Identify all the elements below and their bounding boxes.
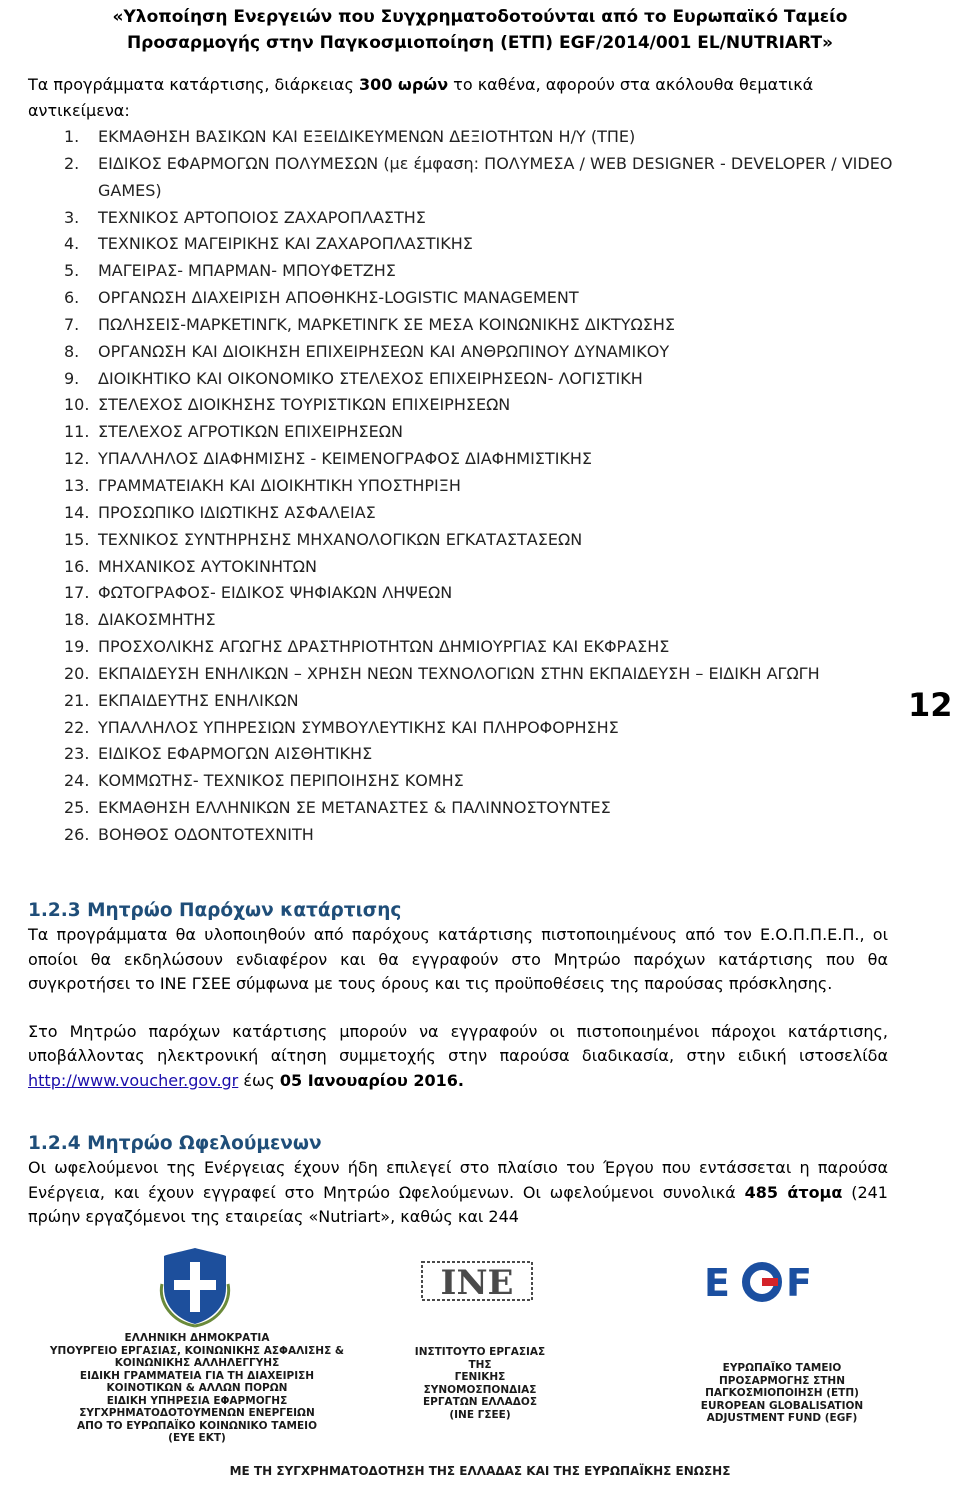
logo-line: ΕΙΔΙΚΗ ΓΡΑΜΜΑΤΕΙΑ ΓΙΑ ΤΗ ΔΙΑΧΕΙΡΙΣΗ: [79, 1369, 315, 1382]
program-list-item: [64, 124, 894, 151]
program-title: ΣΤΕΛΕΧΟΣ ΑΓΡΟΤΙΚΩΝ ΕΠΙΧΕΙΡΗΣΕΩΝ: [98, 422, 403, 442]
logo-line: ADJUSTMENT FUND (EGF): [706, 1412, 858, 1424]
paragraph-text: έως: [238, 1070, 280, 1090]
program-list-item: [64, 795, 894, 822]
program-number: 3.: [64, 207, 80, 227]
program-list: [64, 124, 894, 849]
program-list-item: [64, 527, 894, 554]
logo-line: ΠΑΓΚΟΣΜΙΟΠΟΙΗΣΗ (ΕΤΠ): [705, 1387, 859, 1399]
deadline-date: 05 Ιανουαρίου 2016.: [279, 1070, 465, 1090]
program-list-item: [64, 580, 894, 607]
egf-logo-text: [682, 1362, 882, 1425]
program-list-item: [64, 312, 894, 339]
voucher-website-link[interactable]: http://www.voucher.gov.gr: [28, 1070, 239, 1090]
program-number: 22.: [64, 717, 90, 737]
cofinancing-statement: ΜΕ ΤΗ ΣΥΓΧΡΗΜΑΤΟΔΟΤΗΣΗ ΤΗΣ ΕΛΛΑΔΑΣ ΚΑΙ ΤΗΣ ΕΥΡΩΠΑΪΚΗΣ ΕΝΩΣΗΣ: [229, 1464, 731, 1478]
program-list-item: [64, 661, 894, 688]
program-title: ΠΡΟΣΧΟΛΙΚΗΣ ΑΓΩΓΗΣ ΔΡΑΣΤΗΡΙΟΤΗΤΩΝ ΔΗΜΙΟΥΡΓΙΑΣ ΚΑΙ ΕΚΦΡΑΣΗΣ: [98, 637, 670, 657]
program-list-item: [64, 768, 894, 795]
section-training-providers: [28, 898, 888, 1093]
program-title: ΥΠΑΛΛΗΛΟΣ ΥΠΗΡΕΣΙΩΝ ΣΥΜΒΟΥΛΕΥΤΙΚΗΣ ΚΑΙ ΠΛΗΡΟΦΟΡΗΣΗΣ: [98, 717, 619, 737]
program-title: ΤΕΧΝΙΚΟΣ ΣΥΝΤΗΡΗΣΗΣ ΜΗΧΑΝΟΛΟΓΙΚΩΝ ΕΓΚΑΤΑΣΤΑΣΕΩΝ: [98, 529, 583, 549]
greek-coat-of-arms-icon: [158, 1244, 232, 1328]
program-title: ΣΤΕΛΕΧΟΣ ΔΙΟΙΚΗΣΗΣ ΤΟΥΡΙΣΤΙΚΩΝ ΕΠΙΧΕΙΡΗΣΕΩΝ: [98, 395, 511, 415]
program-number: 26.: [64, 824, 90, 844]
program-list-item: [64, 366, 894, 393]
program-title: ΕΚΜΑΘΗΣΗ ΒΑΣΙΚΩΝ ΚΑΙ ΕΞΕΙΔΙΚΕΥΜΕΝΩΝ ΔΕΞΙΟΤΗΤΩΝ Η/Υ (ΤΠΕ): [98, 127, 636, 146]
program-number: 6.: [64, 288, 80, 308]
section-beneficiaries: [28, 1131, 888, 1230]
program-title: ΕΙΔΙΚΟΣ ΕΦΑΡΜΟΓΩΝ ΠΟΛΥΜΕΣΩΝ (με έμφαση: ΠΟΛΥΜΕΣΑ / WEB DESIGNER - DEVELOPER / VIDEO GAMES): [98, 153, 893, 200]
intro-text-before: Τα προγράμματα κατάρτισης, διάρκειας: [28, 75, 359, 94]
program-list-item: [64, 715, 894, 742]
program-title: ΔΙΑΚΟΣΜΗΤΗΣ: [98, 610, 216, 630]
section-paragraph: [28, 1020, 888, 1094]
paragraph-text: (241 πρώην εργαζόμενοι της εταιρείας «Nutriart», καθώς και 244: [28, 1182, 888, 1226]
footer-logos: [0, 1238, 960, 1494]
program-title: ΕΙΔΙΚΟΣ ΕΦΑΡΜΟΓΩΝ ΑΙΣΘΗΤΙΚΗΣ: [98, 744, 373, 764]
ministry-logo-text: [32, 1332, 362, 1445]
program-number: 16.: [64, 556, 90, 576]
intro-paragraph: [28, 72, 888, 124]
paragraph-text: Στο Μητρώο παρόχων κατάρτισης μπορούν να εγγραφούν οι πιστοποιημένοι πάροχοι κατάρτισης, υποβάλλοντας ηλεκτρονική αίτηση συμμετοχής στην παρούσα διαδικασία, στην ειδική ιστοσελίδα: [28, 1021, 888, 1065]
logo-line: ΠΡΟΣΑΡΜΟΓΗΣ ΣΤΗΝ: [719, 1374, 845, 1387]
logo-line: ΓΕΝΙΚΗΣ: [454, 1371, 506, 1383]
program-number: 12.: [64, 449, 90, 469]
program-number: 1.: [64, 127, 80, 146]
program-number: 23.: [64, 744, 90, 764]
logo-line: ΕΙΔΙΚΗ ΥΠΗΡΕΣΙΑ ΕΦΑΡΜΟΓΗΣ: [106, 1394, 288, 1407]
program-list-item: [64, 392, 894, 419]
logo-line: ΕΛΛΗΝΙΚΗ ΔΗΜΟΚΡΑΤΙΑ: [124, 1332, 270, 1344]
intro-text-after: το καθένα, αφορούν στα ακόλουθα θεματικά αντικείμενα:: [28, 75, 814, 120]
ine-logo-icon: [418, 1258, 536, 1304]
program-list-item: [64, 554, 894, 581]
logo-line: ΥΠΟΥΡΓΕΙΟ ΕΡΓΑΣΙΑΣ, ΚΟΙΝΩΝΙΚΗΣ ΑΣΦΑΛΙΣΗΣ &: [49, 1344, 345, 1357]
program-number: 15.: [64, 529, 90, 549]
program-title: ΠΡΟΣΩΠΙΚΟ ΙΔΙΩΤΙΚΗΣ ΑΣΦΑΛΕΙΑΣ: [98, 502, 376, 522]
program-number: 8.: [64, 341, 80, 361]
program-title: ΕΚΜΑΘΗΣΗ ΕΛΛΗΝΙΚΩΝ ΣΕ ΜΕΤΑΝΑΣΤΕΣ & ΠΑΛΙΝΝΟΣΤΟΥΝΤΕΣ: [98, 798, 611, 818]
program-number: 10.: [64, 395, 90, 415]
logo-line: (ΕΥΕ ΕΚΤ): [168, 1432, 226, 1444]
program-number: 9.: [64, 368, 80, 388]
section-paragraph: [28, 1156, 888, 1230]
program-title: ΓΡΑΜΜΑΤΕΙΑΚΗ ΚΑΙ ΔΙΟΙΚΗΤΙΚΗ ΥΠΟΣΤΗΡΙΞΗ: [98, 475, 461, 495]
logo-line: ΕΡΓΑΤΩΝ ΕΛΛΑΔΟΣ: [423, 1396, 537, 1408]
program-number: 11.: [64, 422, 90, 442]
program-list-item: [64, 258, 894, 285]
program-title: ΚΟΜΜΩΤΗΣ- ΤΕΧΝΙΚΟΣ ΠΕΡΙΠΟΙΗΣΗΣ ΚΟΜΗΣ: [98, 771, 464, 791]
program-title: ΟΡΓΑΝΩΣΗ ΚΑΙ ΔΙΟΙΚΗΣΗ ΕΠΙΧΕΙΡΗΣΕΩΝ ΚΑΙ ΑΝΘΡΩΠΙΝΟΥ ΔΥΝΑΜΙΚΟΥ: [98, 341, 670, 361]
program-list-item: [64, 446, 894, 473]
program-number: 24.: [64, 771, 90, 791]
program-number: 14.: [64, 502, 90, 522]
svg-text:E: E: [704, 1261, 730, 1302]
program-list-item: [64, 151, 894, 205]
beneficiary-count: 485 άτομα: [744, 1182, 843, 1202]
logo-line: ΕΥΡΩΠΑΪΚΟ ΤΑΜΕΙΟ: [722, 1362, 842, 1374]
program-list-item: [64, 205, 894, 232]
program-number: 20.: [64, 663, 90, 683]
program-title: ΜΑΓΕΙΡΑΣ- ΜΠΑΡΜΑΝ- ΜΠΟΥΦΕΤΖΗΣ: [98, 261, 396, 281]
logo-line: EUROPEAN GLOBALISATION: [700, 1399, 864, 1412]
program-title: ΥΠΑΛΛΗΛΟΣ ΔΙΑΦΗΜΙΣΗΣ - ΚΕΙΜΕΝΟΓΡΑΦΟΣ ΔΙΑΦΗΜΙΣΤΙΚΗΣ: [98, 449, 593, 469]
program-number: 13.: [64, 475, 90, 495]
header-line-1: «Υλοποίηση Ενεργειών που Συγχρηματοδοτούνται από το Ευρωπαϊκό Ταμείο: [112, 7, 848, 27]
program-title: ΦΩΤΟΓΡΑΦΟΣ- ΕΙΔΙΚΟΣ ΨΗΦΙΑΚΩΝ ΛΗΨΕΩΝ: [98, 583, 453, 603]
program-list-item: [64, 473, 894, 500]
logo-line: ΤΗΣ: [468, 1358, 492, 1371]
section-heading: 1.2.3 Μητρώο Παρόχων κατάρτισης: [28, 900, 402, 921]
program-number: 21.: [64, 690, 90, 710]
program-list-item: [64, 339, 894, 366]
program-list-item: [64, 822, 894, 849]
page-number: 12: [908, 686, 953, 724]
program-title: ΕΚΠΑΙΔΕΥΣΗ ΕΝΗΛΙΚΩΝ – ΧΡΗΣΗ ΝΕΩΝ ΤΕΧΝΟΛΟΓΙΩΝ ΣΤΗΝ ΕΚΠΑΙΔΕΥΣΗ – ΕΙΔΙΚΗ ΑΓΩΓΗ: [98, 663, 820, 683]
program-number: 19.: [64, 637, 90, 657]
program-number: 2.: [64, 153, 80, 173]
program-list-item: [64, 419, 894, 446]
program-number: 17.: [64, 583, 90, 603]
program-title: ΜΗΧΑΝΙΚΟΣ ΑΥΤΟΚΙΝΗΤΩΝ: [98, 556, 317, 576]
section-paragraph: Τα προγράμματα θα υλοποιηθούν από παρόχους κατάρτισης πιστοποιημένους από τον Ε.Ο.Π.Π.Ε.Π., οι οποίοι θα εκδηλώσουν ενδιαφέρον και θα εγγραφούν στο Μητρώο παρόχων κατάρτισης που θα συγκροτήσει το ΙΝΕ ΓΣΕΕ σύμφωνα με τους όρους και τις προϋποθέσεις της παρούσας πρόσκλησης.: [28, 925, 888, 993]
logo-line: ΙΝΣΤΙΤΟΥΤΟ ΕΡΓΑΣΙΑΣ: [414, 1346, 546, 1358]
logo-line: ΚΟΙΝΩΝΙΚΗΣ ΑΛΛΗΛΕΓΓΥΗΣ: [114, 1357, 280, 1369]
program-list-item: [64, 500, 894, 527]
document-header: [0, 4, 960, 56]
program-list-item: [64, 231, 894, 258]
program-title: ΠΩΛΗΣΕΙΣ-ΜΑΡΚΕΤΙΝΓΚ, ΜΑΡΚΕΤΙΝΓΚ ΣΕ ΜΕΣΑ ΚΟΙΝΩΝΙΚΗΣ ΔΙΚΤΥΩΣΗΣ: [98, 314, 675, 334]
svg-text:F: F: [786, 1261, 812, 1302]
logo-line: (ΙΝΕ ΓΣΕΕ): [449, 1408, 511, 1421]
egf-logo-icon: [700, 1260, 850, 1302]
program-title: ΤΕΧΝΙΚΟΣ ΑΡΤΟΠΟΙΟΣ ΖΑΧΑΡΟΠΛΑΣΤΗΣ: [98, 207, 426, 227]
program-number: 25.: [64, 798, 90, 818]
program-number: 7.: [64, 314, 80, 334]
program-list-item: [64, 688, 894, 715]
logo-line: ΚΟΙΝΟΤΙΚΩΝ & ΑΛΛΩΝ ΠΟΡΩΝ: [106, 1382, 288, 1394]
logo-line: ΑΠΟ ΤΟ ΕΥΡΩΠΑΪΚΟ ΚΟΙΝΩΝΙΚΟ ΤΑΜΕΙΟ: [76, 1419, 317, 1432]
program-number: 5.: [64, 261, 80, 281]
logo-line: ΣΥΝΟΜΟΣΠΟΝΔΙΑΣ: [423, 1383, 537, 1396]
paragraph-text: Οι ωφελούμενοι της Ενέργειας έχουν ήδη επιλεγεί στο πλαίσιο του Έργου που εντάσσεται η παρούσα Ενέργεια, και έχουν εγγραφεί στο Μητρώο Ωφελούμενων. Οι ωφελούμενοι συνολικά: [28, 1158, 888, 1202]
ine-logo-text: [400, 1346, 560, 1421]
program-title: ΕΚΠΑΙΔΕΥΤΗΣ ΕΝΗΛΙΚΩΝ: [98, 690, 299, 710]
program-list-item: [64, 607, 894, 634]
header-line-2: Προσαρμογής στην Παγκοσμιοποίηση (ΕΤΠ) EGF/2014/001 EL/NUTRIART»: [126, 33, 834, 53]
program-title: ΤΕΧΝΙΚΟΣ ΜΑΓΕΙΡΙΚΗΣ ΚΑΙ ΖΑΧΑΡΟΠΛΑΣΤΙΚΗΣ: [98, 234, 473, 254]
program-number: 18.: [64, 610, 90, 630]
program-number: 4.: [64, 234, 80, 254]
svg-text:INE: INE: [440, 1263, 514, 1303]
logo-line: ΣΥΓΧΡΗΜΑΤΟΔΟΤΟΥΜΕΝΩΝ ΕΝΕΡΓΕΙΩΝ: [79, 1407, 315, 1419]
section-heading: 1.2.4 Μητρώο Ωφελούμενων: [28, 1133, 322, 1154]
program-title: ΟΡΓΑΝΩΣΗ ΔΙΑΧΕΙΡΙΣΗ ΑΠΟΘΗΚΗΣ-LOGISTIC MANAGEMENT: [98, 288, 579, 308]
program-list-item: [64, 634, 894, 661]
program-list-item: [64, 285, 894, 312]
program-title: ΒΟΗΘΟΣ ΟΔΟΝΤΟΤΕΧΝΙΤΗ: [98, 824, 314, 844]
intro-hours: 300 ωρών: [358, 75, 449, 94]
program-list-item: [64, 741, 894, 768]
program-title: ΔΙΟΙΚΗΤΙΚΟ ΚΑΙ ΟΙΚΟΝΟΜΙΚΟ ΣΤΕΛΕΧΟΣ ΕΠΙΧΕΙΡΗΣΕΩΝ- ΛΟΓΙΣΤΙΚΗ: [98, 368, 643, 388]
